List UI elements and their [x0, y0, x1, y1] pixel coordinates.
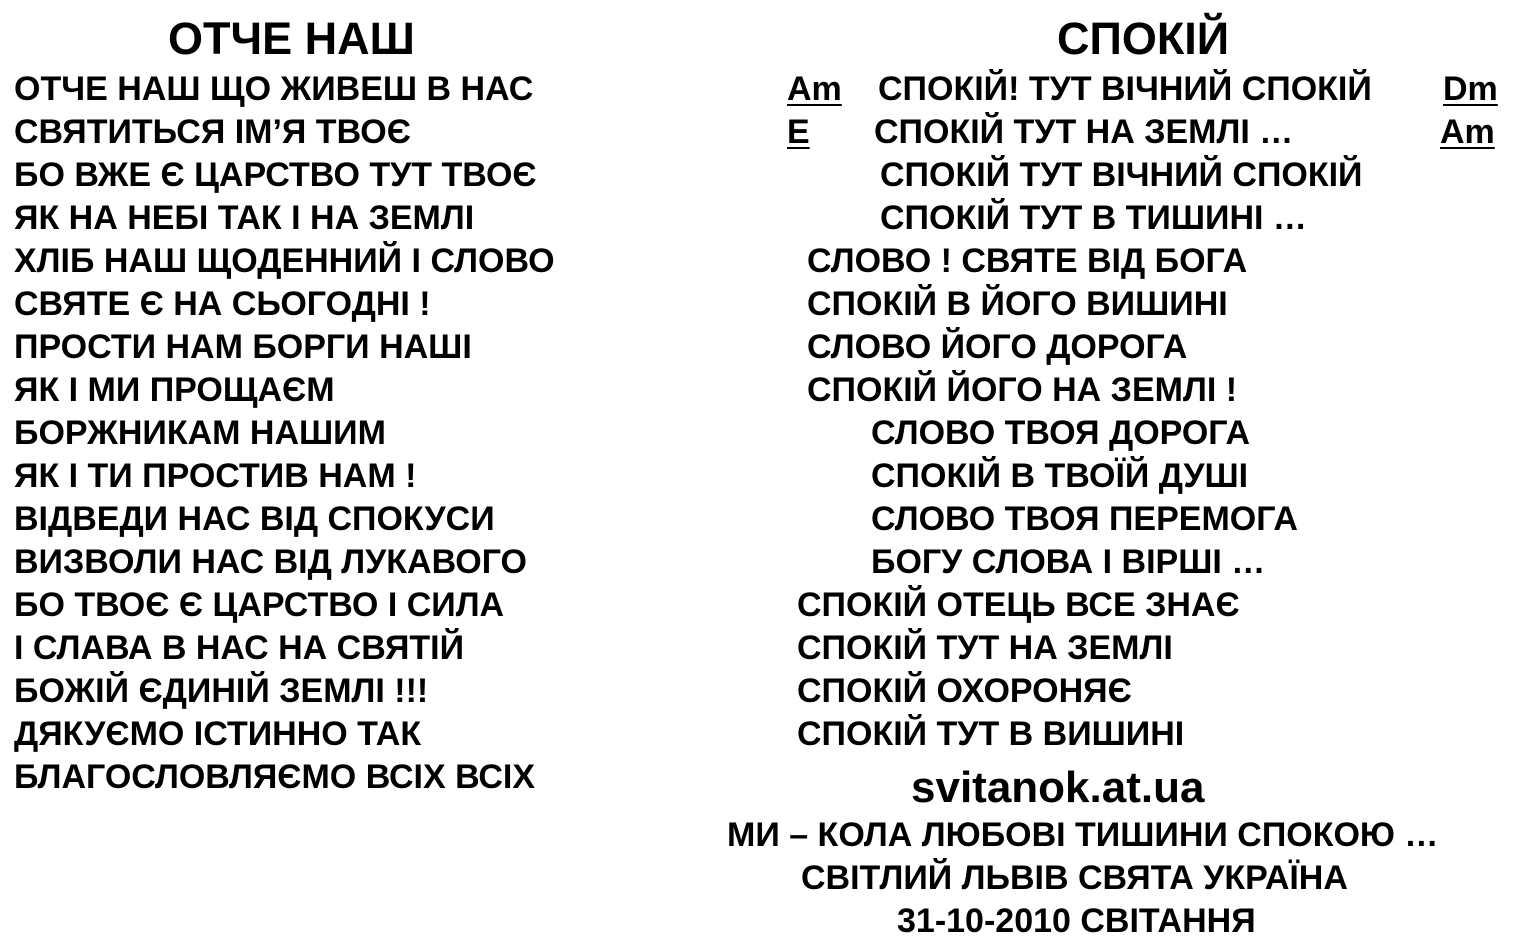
- right-line-10: СПОКІЙ В ТВОЇЙ ДУШІ: [871, 457, 1249, 495]
- right-line-3: СПОКІЙ ТУТ ВІЧНИЙ СПОКІЙ: [880, 156, 1363, 194]
- left-line-4: ЯК НА НЕБІ ТАК І НА ЗЕМЛІ: [14, 199, 475, 237]
- right-line-15: СПОКІЙ ОХОРОНЯЄ: [797, 672, 1132, 710]
- left-line-12: ВИЗВОЛИ НАС ВІД ЛУКАВОГО: [14, 543, 528, 581]
- left-line-6: СВЯТЕ Є НА СЬОГОДНІ !: [14, 285, 431, 323]
- left-line-1: ОТЧЕ НАШ ЩО ЖИВЕШ В НАС: [14, 70, 534, 108]
- left-line-3: БО ВЖЕ Є ЦАРСТВО ТУТ ТВОЄ: [14, 156, 537, 194]
- site-url: svitanok.at.ua: [911, 763, 1205, 812]
- chord-dm: Dm: [1443, 70, 1498, 108]
- right-line-4: СПОКІЙ ТУТ В ТИШИНІ …: [880, 199, 1307, 237]
- chord-am-2: Am: [1440, 113, 1495, 151]
- chord-am-1: Am: [787, 70, 842, 108]
- right-line-13: СПОКІЙ ОТЕЦЬ ВСЕ ЗНАЄ: [797, 586, 1240, 624]
- right-line-11: СЛОВО ТВОЯ ПЕРЕМОГА: [871, 500, 1298, 538]
- right-line-2: СПОКІЙ ТУТ НА ЗЕМЛІ …: [874, 113, 1294, 151]
- footer-line-3: 31-10-2010 СВІТАННЯ: [897, 902, 1256, 940]
- right-line-8: СПОКІЙ ЙОГО НА ЗЕМЛІ !: [807, 371, 1238, 409]
- left-line-7: ПРОСТИ НАМ БОРГИ НАШІ: [14, 328, 472, 366]
- left-line-13: БО ТВОЄ Є ЦАРСТВО І СИЛА: [14, 586, 505, 624]
- left-line-5: ХЛІБ НАШ ЩОДЕННИЙ І СЛОВО: [14, 242, 555, 280]
- left-line-11: ВІДВЕДИ НАС ВІД СПОКУСИ: [14, 500, 495, 538]
- footer-line-1: МИ – КОЛА ЛЮБОВІ ТИШИНИ СПОКОЮ …: [727, 816, 1439, 854]
- chord-e: E: [787, 113, 810, 151]
- right-line-7: СЛОВО ЙОГО ДОРОГА: [807, 328, 1188, 366]
- right-title: СПОКІЙ: [1057, 13, 1230, 64]
- right-line-16: СПОКІЙ ТУТ В ВИШИНІ: [797, 715, 1185, 753]
- left-line-14: І СЛАВА В НАС НА СВЯТІЙ: [14, 629, 465, 667]
- footer-line-2: СВІТЛИЙ ЛЬВІВ СВЯТА УКРАЇНА: [801, 859, 1348, 897]
- left-line-17: БЛАГОСЛОВЛЯЄМО ВСІХ ВСІХ: [14, 758, 536, 796]
- left-line-16: ДЯКУЄМО ІСТИННО ТАК: [14, 715, 422, 753]
- left-line-8: ЯК І МИ ПРОЩАЄМ: [14, 371, 335, 409]
- right-line-5: СЛОВО ! СВЯТЕ ВІД БОГА: [807, 242, 1248, 280]
- right-line-12: БОГУ СЛОВА І ВІРШІ …: [871, 543, 1266, 581]
- left-line-2: СВЯТИТЬСЯ ІМ’Я ТВОЄ: [14, 113, 411, 151]
- left-line-9: БОРЖНИКАМ НАШИМ: [14, 414, 386, 452]
- left-line-10: ЯК І ТИ ПРОСТИВ НАМ !: [14, 457, 417, 495]
- right-line-6: СПОКІЙ В ЙОГО ВИШИНІ: [807, 285, 1228, 323]
- left-title: ОТЧЕ НАШ: [168, 13, 415, 64]
- left-line-15: БОЖІЙ ЄДИНІЙ ЗЕМЛІ !!!: [14, 672, 429, 710]
- right-line-14: СПОКІЙ ТУТ НА ЗЕМЛІ: [797, 629, 1173, 667]
- right-line-1: СПОКІЙ! ТУТ ВІЧНИЙ СПОКІЙ: [878, 70, 1372, 108]
- right-line-9: СЛОВО ТВОЯ ДОРОГА: [871, 414, 1250, 452]
